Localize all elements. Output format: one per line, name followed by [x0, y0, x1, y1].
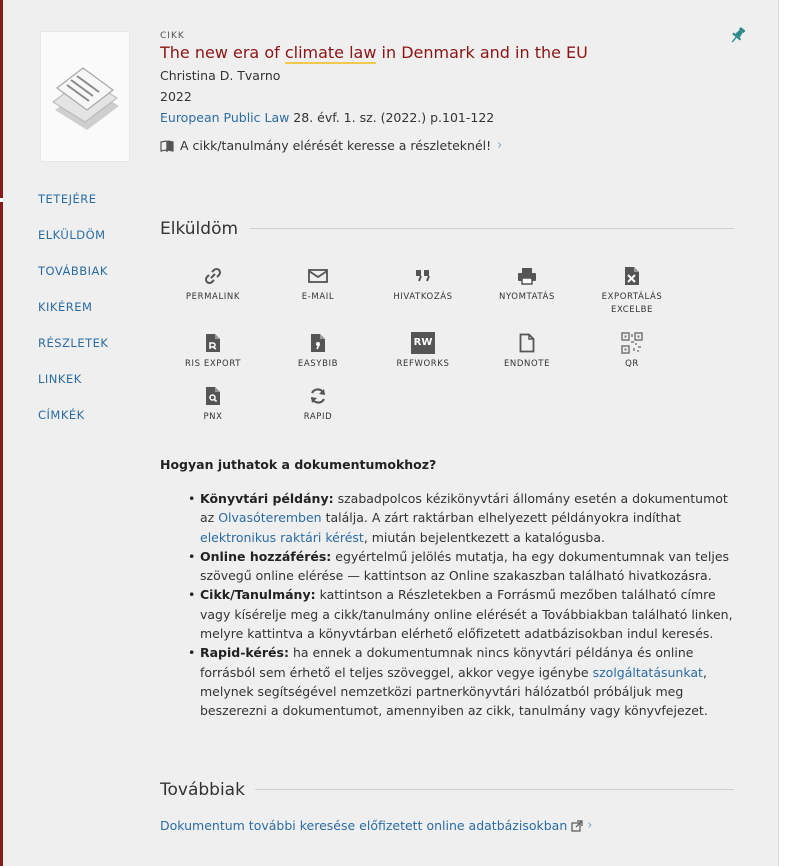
title-highlighted-term: climate law [284, 43, 377, 62]
howto-heading: Hogyan juthatok a dokumentumokhoz? [160, 457, 437, 472]
howto-text: , miután bejelentkezett a katalógusba. [363, 529, 606, 545]
document-thumbnail [40, 31, 130, 162]
access-note-text: A cikk/tanulmány elérését keresse a részleteknél! [180, 138, 492, 153]
citation-button[interactable] [378, 265, 468, 304]
scroll-gutter [778, 0, 796, 866]
print-button[interactable] [482, 265, 572, 304]
send-divider [250, 228, 734, 229]
side-navigation [38, 190, 108, 442]
refresh-icon [308, 386, 328, 406]
record-type-label: CIKK [160, 31, 185, 41]
permalink-button[interactable] [168, 265, 258, 304]
howto-term: Cikk/Tanulmány: [200, 587, 316, 603]
open-book-icon [160, 140, 174, 152]
record-source [160, 110, 494, 125]
database-search-link-text: Dokumentum további keresése előfizetett online adatbázisokban [160, 818, 568, 833]
qr-code-icon [621, 332, 643, 354]
reading-room-link[interactable]: Olvasóteremben [218, 510, 322, 526]
rapid-button[interactable] [273, 385, 363, 424]
ris-file-icon [205, 333, 221, 353]
tool-label-line1: EXPORTÁLÁS [601, 292, 663, 302]
record-year: 2022 [160, 89, 192, 104]
export-excel-button[interactable] [587, 265, 677, 317]
tool-label: RIS EXPORT [185, 359, 241, 369]
stack-request-link[interactable]: elektronikus raktári kérést [200, 529, 364, 545]
quote-icon [415, 269, 431, 283]
ris-export-button[interactable] [168, 332, 258, 371]
send-heading: Elküldöm [160, 219, 239, 239]
nav-item-details[interactable]: RÉSZLETEK [38, 336, 109, 350]
list-item [200, 585, 740, 643]
printer-icon [517, 267, 537, 285]
nav-item-top[interactable]: TETEJÉRE [38, 192, 97, 206]
howto-text: ha ennek a dokumentumnak nincs könyvtári példánya és online forrásból sem érhető el teljes szöveggel, akkor vegye igénybe [200, 645, 694, 680]
more-heading: Továbbiak [160, 780, 245, 800]
nav-item-links[interactable]: LINKEK [38, 372, 82, 386]
easybib-button[interactable] [273, 332, 363, 371]
tool-label [587, 291, 677, 317]
citation-details: 28. évf. 1. sz. (2022.) p.101-122 [289, 110, 495, 125]
howto-text: szabadpolcos kézikönyvtári állomány esetén a dokumentumot az [200, 491, 728, 526]
title-part: The new era of [160, 43, 285, 62]
title-part: in Denmark and in the EU [376, 43, 588, 62]
article-paper-icon [47, 62, 123, 136]
external-link-icon [571, 820, 583, 832]
document-icon [519, 333, 535, 353]
access-note[interactable] [160, 138, 502, 153]
email-button[interactable] [273, 265, 363, 304]
howto-term: Könyvtári példány: [200, 491, 334, 506]
database-search-link[interactable] [160, 818, 592, 833]
endnote-button[interactable] [482, 332, 572, 371]
tool-label: QR [625, 359, 639, 369]
more-divider [255, 789, 734, 790]
tool-label: E-MAIL [301, 292, 335, 302]
nav-item-tags[interactable]: CÍMKÉK [38, 408, 85, 422]
tool-label: PNX [203, 412, 223, 422]
tool-label: NYOMTATÁS [499, 292, 555, 302]
services-link[interactable]: szolgáltatásunkat [592, 664, 703, 680]
list-item [200, 643, 740, 720]
search-file-icon [205, 386, 221, 406]
howto-text: , melynek segítségével nemzetközi partnerkönyvtári hálózatból próbáljuk meg beszerezni a dokumentumot, amennyiben az cikk, tanulmány vagy könyvfejezet. [200, 664, 708, 719]
easybib-file-icon [310, 333, 326, 353]
journal-link[interactable]: European Public Law [160, 110, 290, 125]
howto-term: Rapid-kérés: [200, 645, 289, 661]
record-author[interactable]: Christina D. Tvarno [160, 68, 281, 83]
link-icon [203, 266, 223, 286]
howto-text: kattintson a Részletekben a Forrásmű mezőben található címre vagy kísérelje meg a cikk/tanulmány online elérését a Továbbiakban található linken, melyre kattintva a könyvtárban elérhető előfizetett adatbázisokban indul keresés. [200, 587, 733, 642]
nav-item-more[interactable]: TOVÁBBIAK [38, 264, 108, 278]
tool-label: REFWORKS [396, 359, 450, 369]
nav-item-request[interactable]: KIKÉREM [38, 300, 93, 314]
list-item [200, 547, 740, 586]
refworks-icon: RW [411, 332, 435, 354]
chevron-right-icon: › [587, 818, 593, 833]
howto-text: találja. A zárt raktárban elhelyezett példányokra indíthat [321, 510, 682, 526]
record-title[interactable] [160, 43, 588, 62]
list-item [200, 489, 740, 547]
refworks-button[interactable] [378, 332, 468, 371]
chevron-right-icon: › [497, 138, 503, 153]
pin-icon[interactable] [729, 26, 747, 48]
envelope-icon [308, 268, 328, 284]
qr-button[interactable] [587, 332, 677, 371]
tool-label: ENDNOTE [503, 359, 551, 369]
nav-item-send[interactable]: ELKÜLDÖM [38, 228, 106, 242]
tool-label: PERMALINK [185, 292, 241, 302]
howto-term: Online hozzáférés: [200, 548, 332, 564]
howto-list [200, 489, 740, 721]
excel-file-icon [624, 266, 640, 286]
pnx-button[interactable] [168, 385, 258, 424]
howto-text: egyértelmű jelölés mutatja, ha egy dokumentumnak van teljes szövegű online elérése — kattintson az Online szakaszban található hivatkozásra. [200, 548, 730, 584]
tool-label: EASYBIB [297, 359, 339, 369]
tool-label: RAPID [303, 412, 333, 422]
tool-label-line2: EXCELBE [610, 305, 654, 315]
tool-label: HIVATKOZÁS [393, 292, 453, 302]
